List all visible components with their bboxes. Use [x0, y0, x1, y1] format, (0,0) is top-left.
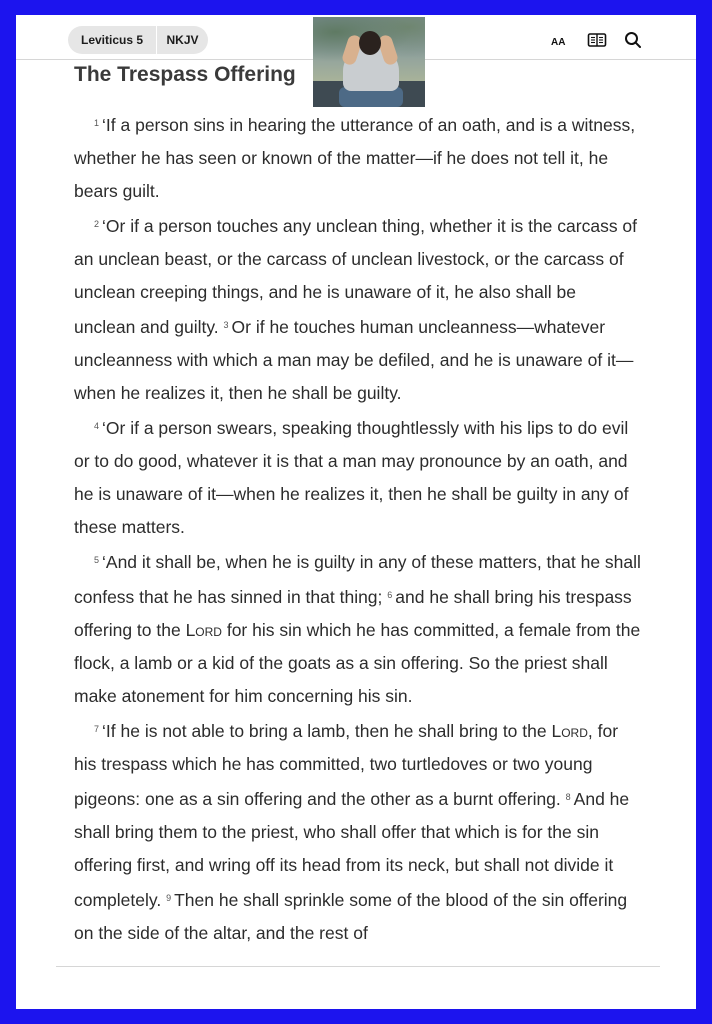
scripture-paragraph	[74, 713, 642, 950]
passage-selector[interactable]	[68, 26, 208, 54]
search-icon[interactable]	[622, 29, 644, 51]
devotional-thumbnail-image[interactable]	[313, 17, 425, 107]
verse-text-continued: , for his trespass which he has committed, two turtledoves or two young pigeons: one as a sin offering and the other as a burnt offering.	[74, 721, 619, 809]
book-chapter-button[interactable]: Leviticus 5	[68, 26, 157, 54]
toolbar-actions	[550, 29, 644, 51]
verse-text: Or if he touches human uncleanness—whatever uncleanness with which a man may be defiled, and he is unaware of it—when he realizes it, then he shall be guilty.	[74, 317, 634, 403]
version-button[interactable]: NKJV	[166, 33, 199, 47]
reader-page	[16, 15, 696, 1009]
verse[interactable]	[74, 115, 635, 201]
section-heading: The Trespass Offering	[74, 63, 296, 86]
divine-name: Lord	[551, 721, 588, 741]
scripture-text	[74, 107, 642, 950]
font-size-icon[interactable]	[550, 29, 572, 51]
scripture-paragraph	[74, 107, 642, 208]
verse-number: 5	[94, 555, 100, 565]
verse-text: And he shall bring them to the priest, who shall offer that which is for the sin offering first, and wring off its head from its neck, but shall not divide it completely.	[74, 789, 630, 910]
verse-number: 9	[166, 893, 172, 903]
book-icon[interactable]	[586, 29, 608, 51]
verse-text-continued: for his sin which he has committed, a female from the flock, a lamb or a kid of the goats as a sin offering. So the priest shall make atonement for him concerning his sin.	[74, 620, 641, 706]
divine-name: Lord	[185, 620, 222, 640]
verse-number: 1	[94, 118, 100, 128]
verse-text: ‘Or if a person swears, speaking thoughtlessly with his lips to do evil or to do good, whatever it is that a man may pronounce by an oath, and he is unaware of it—when he realizes it, then he shall be guilty in any of these matters.	[74, 418, 629, 537]
verse[interactable]	[74, 418, 629, 537]
verse-text: and he shall bring his trespass offering to the	[74, 587, 632, 640]
font-size-label-small: AA	[551, 37, 566, 47]
verse-number: 2	[94, 219, 100, 229]
bottom-divider	[56, 966, 660, 967]
scripture-paragraph	[74, 544, 642, 713]
verse-text: ‘Or if a person touches any unclean thing, whether it is the carcass of an unclean beast, or the carcass of unclean livestock, or the carcass of unclean creeping things, and he is unaware of it, he also shall be unclean and guilty.	[74, 216, 638, 337]
scripture-paragraph	[74, 410, 642, 544]
verse-text: Then he shall sprinkle some of the blood of the sin offering on the side of the altar, and the rest of	[74, 890, 628, 943]
verse-number: 6	[387, 590, 393, 600]
verse-number: 7	[94, 724, 100, 734]
verse-number: 8	[565, 792, 571, 802]
verse-number: 4	[94, 421, 100, 431]
verse-text: ‘And it shall be, when he is guilty in any of these matters, that he shall confess that he has sinned in that thing;	[74, 552, 641, 607]
scripture-paragraph	[74, 208, 642, 410]
verse-text: ‘If he is not able to bring a lamb, then he shall bring to the	[102, 721, 552, 741]
verse-number: 3	[223, 320, 229, 330]
verse-text: ‘If a person sins in hearing the utterance of an oath, and is a witness, whether he has seen or known of the matter—if he does not tell it, he bears guilt.	[74, 115, 636, 201]
verse[interactable]	[74, 721, 618, 809]
